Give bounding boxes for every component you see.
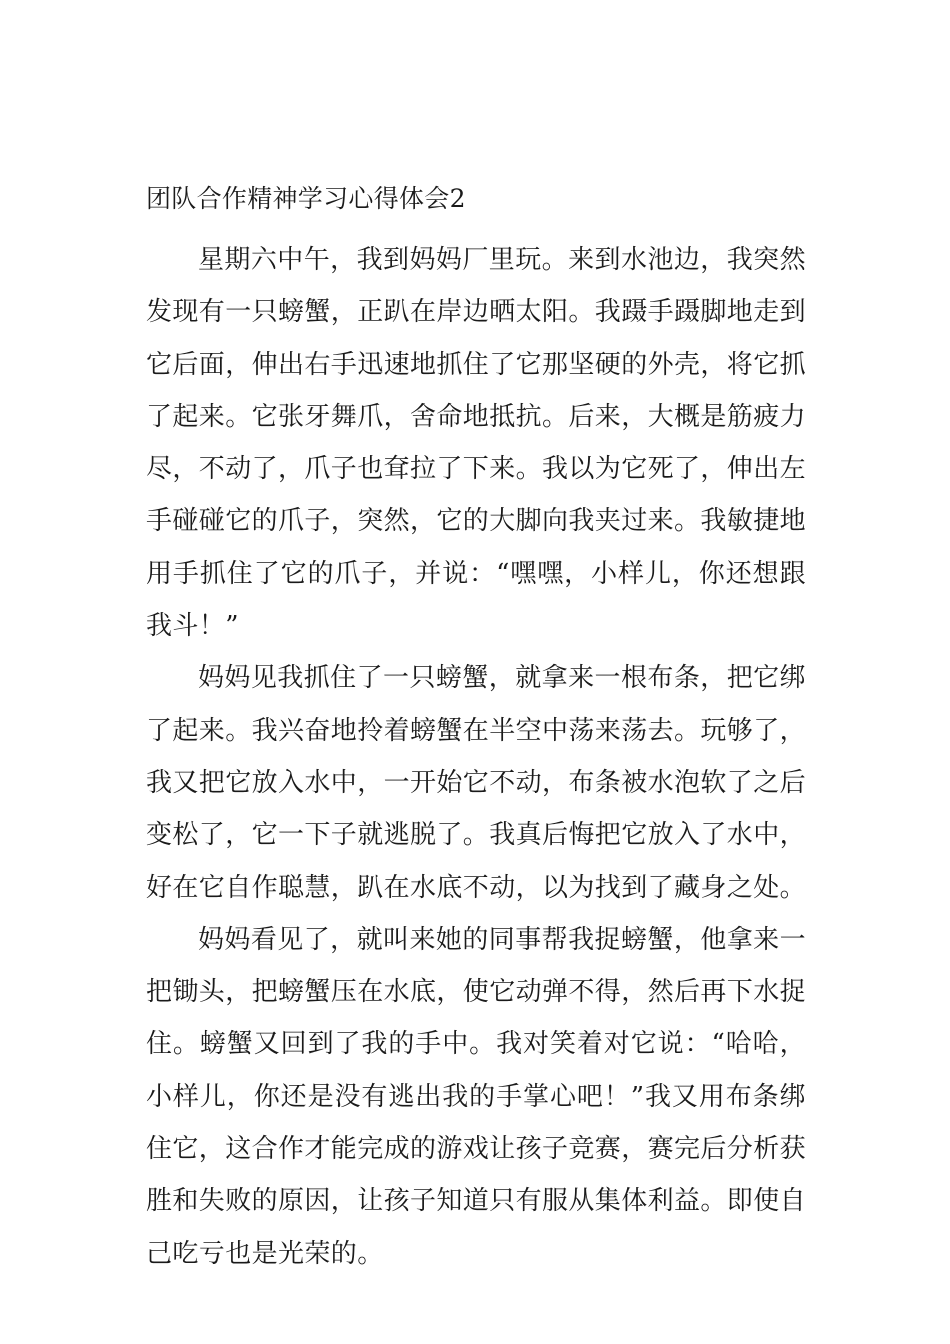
paragraph-3: 妈妈看见了，就叫来她的同事帮我捉螃蟹，他拿来一把锄头，把螃蟹压在水底，使它动弹不得，然后再下水捉住。螃蟹又回到了我的手中。我对笑着对它说：“哈哈，小样儿，你还是没有逃出我的手掌心吧！”我又用布条绑住它，这合作才能完成的游戏让孩子竞赛，赛完后分析获胜和失败的原因，让孩子知道只有服从集体利益。即使自己吃亏也是光荣的。 — [146, 924, 807, 1269]
document-title: 团队合作精神学习心得体会2 — [146, 184, 466, 213]
document-body — [146, 182, 806, 1280]
paragraph-list — [146, 234, 806, 1280]
paragraph-1: 星期六中午，我到妈妈厂里玩。来到水池边，我突然发现有一只螃蟹，正趴在岸边晒太阳。我蹑手蹑脚地走到它后面，伸出右手迅速地抓住了它那坚硬的外壳，将它抓了起来。它张牙舞爪，舍命地抵抗。后来，大概是筋疲力尽，不动了，爪子也耷拉了下来。我以为它死了，伸出左手碰碰它的爪子，突然，它的大脚向我夹过来。我敏捷地用手抓住了它的爪子，并说：“嘿嘿，小样儿，你还想跟我斗！” — [146, 245, 807, 642]
paragraph-2: 妈妈见我抓住了一只螃蟹，就拿来一根布条，把它绑了起来。我兴奋地拎着螃蟹在半空中荡来荡去。玩够了，我又把它放入水中，一开始它不动，布条被水泡软了之后变松了，它一下子就逃脱了。我真后悔把它放入了水中，好在它自作聪慧，趴在水底不动，以为找到了藏身之处。 — [146, 663, 807, 903]
